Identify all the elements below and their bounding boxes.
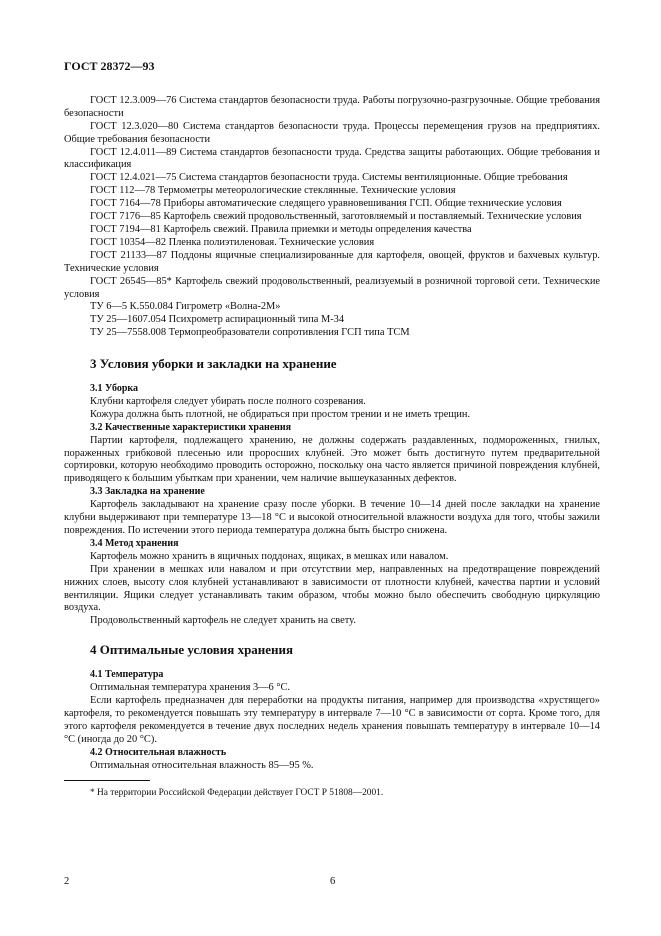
footnote: * На территории Российской Федерации действует ГОСТ Р 51808—2001.: [90, 788, 384, 799]
footnote-divider: [64, 780, 150, 781]
reference-item: ГОСТ 21133—87 Поддоны ящичные специализированные для картофеля, овощей, фруктов и бахчевых культур. Технические условия: [64, 249, 600, 274]
subsection-3-4-heading: 3.4 Метод хранения: [90, 537, 179, 549]
subsection-4-1-heading: 4.1 Температура: [90, 669, 164, 681]
document-header: ГОСТ 28372—93: [64, 59, 155, 73]
subsection-3-1-heading: 3.1 Уборка: [90, 383, 138, 395]
paragraph: Картофель закладывают на хранение сразу после уборки. В течение 10—14 дней после закладки на хранение клубни выдерживают при температуре 13—18 °С и высокой относительной влажности воздуха для того, чтобы зажили повреждения. По истечении этого периода температура должна быть быстро снижена.: [64, 499, 600, 536]
section-4-heading: 4 Оптимальные условия хранения: [90, 642, 294, 658]
reference-item: ТУ 25—7558.008 Термопреобразователи сопротивления ГСП типа ТСМ: [90, 327, 410, 339]
reference-item: ГОСТ 12.4.011—89 Система стандартов безопасности труда. Средства защиты работающих. Общие требования и классификация: [64, 146, 600, 171]
paragraph: Партии картофеля, подлежащего хранению, не должны содержать раздавленных, подмороженных, гнилых, пораженных грибковой плесенью или проросших клубней. Это может быть достигнуто путем предварительной сортировки, которую необходимо проводить осторожно, поскольку она часто является причиной повреждения клубней, приводящего к большим убыткам при хранении, чем наличие вышеуказанных дефектов.: [64, 434, 600, 485]
reference-item: ГОСТ 26545—85* Картофель свежий продовольственный, реализуемый в розничной торговой сети. Технические условия: [64, 275, 600, 300]
reference-item: ГОСТ 7176—85 Картофель свежий продовольственный, заготовляемый и поставляемый. Технические условия: [90, 211, 582, 223]
section-3-heading: 3 Условия уборки и закладки на хранение: [90, 356, 337, 372]
reference-item: ГОСТ 7164—78 Приборы автоматические следящего уравновешивания ГСП. Общие технические условия: [90, 198, 562, 210]
subsection-4-2-heading: 4.2 Относительная влажность: [90, 746, 227, 758]
paragraph: Кожура должна быть плотной, не обдираться при простом трении и не иметь трещин.: [90, 408, 471, 420]
document-page: [64, 60, 600, 800]
subsection-3-2-heading: 3.2 Качественные характеристики хранения: [90, 421, 292, 433]
subsection-3-3-heading: 3.3 Закладка на хранение: [90, 486, 205, 498]
paragraph: Оптимальная относительная влажность 85—95 %.: [90, 759, 314, 771]
paragraph: При хранении в мешках или навалом и при отсутствии мер, направленных на предотвращение повреждений нижних слоев, высоту слоя клубней устанавливают в зависимости от плотности клубней, качества партии и условий вентиляции. Ящики следует устанавливать таким образом, чтобы можно было обеспечить свободную циркуляцию воздуха.: [64, 563, 600, 614]
paragraph: Продовольственный картофель не следует хранить на свету.: [90, 615, 356, 627]
references-list: [64, 95, 600, 340]
reference-item: ГОСТ 112—78 Термометры метеорологические стеклянные. Технические условия: [90, 185, 456, 197]
reference-item: ГОСТ 12.3.020—80 Система стандартов безопасности труда. Процессы перемещения грузов на предприятиях. Общие требования безопасности: [64, 120, 600, 145]
paragraph: Если картофель предназначен для переработки на продукты питания, например для производства «хрустящего» картофеля, то рекомендуется повышать эту температуру в интервале 7—10 °С в зависимости от сорта. Кроме того, для этого картофеля рекомендуется в течение двух последних недель хранения повышать температуру в интервале 10—14 °С (иногда до 20 °С).: [64, 694, 600, 745]
reference-item: ТУ 25—1607.054 Психрометр аспирационный типа М-34: [90, 314, 345, 326]
reference-item: ГОСТ 7194—81 Картофель свежий. Правила приемки и методы определения качества: [90, 223, 472, 235]
reference-item: ГОСТ 10354—82 Пленка полиэтиленовая. Технические условия: [90, 236, 375, 248]
reference-item: ТУ 6—5 К.550.084 Гигрометр «Волна-2М»: [90, 301, 281, 313]
reference-item: ГОСТ 12.4.021—75 Система стандартов безопасности труда. Системы вентиляционные. Общие требования: [90, 172, 568, 184]
page-number-left: 2: [64, 876, 70, 887]
reference-item: ГОСТ 12.3.009—76 Система стандартов безопасности труда. Работы погрузочно-разгрузочные. Общие требования безопасности: [64, 94, 600, 119]
page-number-center: 6: [330, 876, 336, 887]
paragraph: Картофель можно хранить в ящичных поддонах, ящиках, в мешках или навалом.: [90, 550, 449, 562]
paragraph: Клубни картофеля следует убирать после полного созревания.: [90, 395, 366, 407]
paragraph: Оптимальная температура хранения 3—6 °С.: [90, 682, 291, 694]
